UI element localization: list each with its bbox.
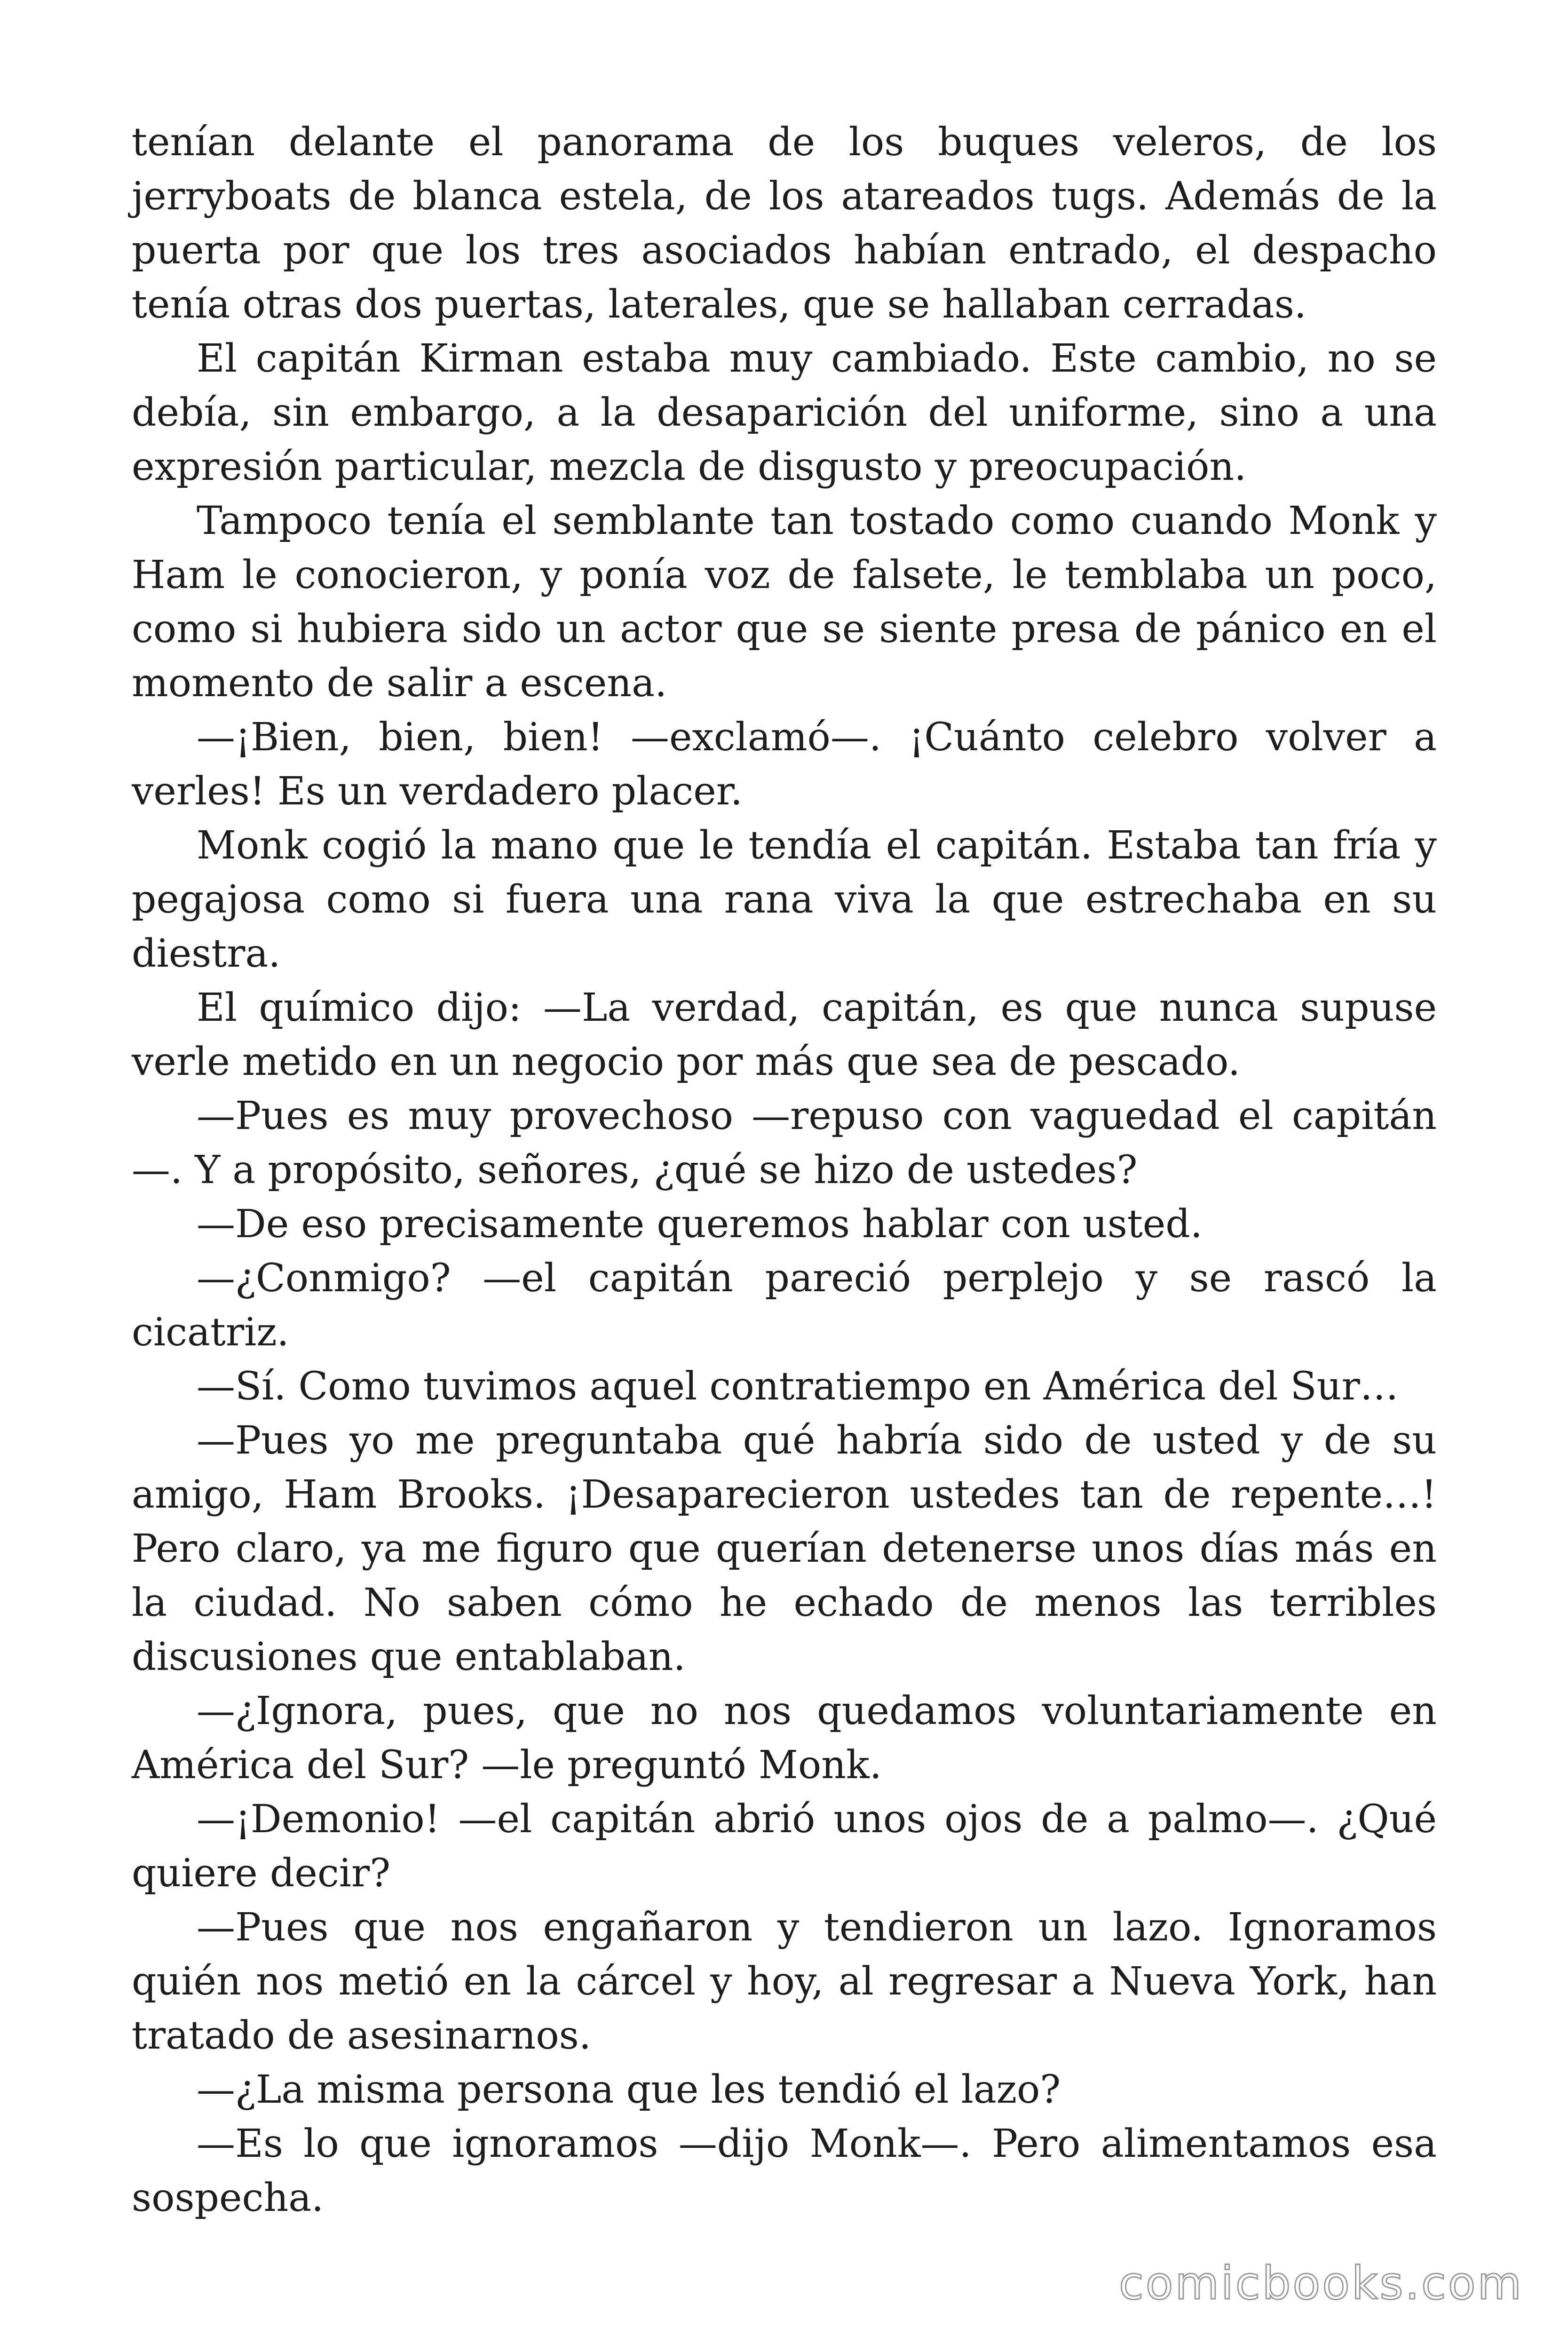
paragraph: El capitán Kirman estaba muy cambiado. Este cambio, no se debía, sin embargo, a la desaparición del uniforme, sino a una expresión particular, mezcla de disgusto y preocupación. — [132, 336, 1437, 489]
paragraph: El químico dijo: —La verdad, capitán, es que nunca supuse verle metido en un negocio por más que sea de pescado. — [132, 985, 1437, 1084]
paragraph: —¿Conmigo? —el capitán pareció perplejo y se rascó la cicatriz. — [132, 1256, 1437, 1355]
paragraph: —¿Ignora, pues, que no nos quedamos voluntariamente en América del Sur? —le preguntó Monk. — [132, 1689, 1437, 1788]
paragraph: —Sí. Como tuvimos aquel contratiempo en América del Sur… — [197, 1364, 1399, 1409]
watermark: comicbooks.com — [1118, 2257, 1523, 2310]
paragraph: —¡Bien, bien, bien! —exclamó—. ¡Cuánto celebro volver a verles! Es un verdadero placer. — [132, 715, 1437, 814]
paragraph: —Es lo que ignoramos —dijo Monk—. Pero alimentamos esa sospecha. — [132, 2122, 1437, 2220]
body-text — [132, 115, 1437, 2225]
paragraph: —De eso precisamente queremos hablar con usted. — [197, 1202, 1203, 1247]
paragraph: Tampoco tenía el semblante tan tostado como cuando Monk y Ham le conocieron, y ponía voz de falsete, le temblaba un poco, como si hubiera sido un actor que se siente presa de pánico en el momento de salir a escena. — [132, 499, 1437, 706]
paragraph: —Pues que nos engañaron y tendieron un lazo. Ignoramos quién nos metió en la cárcel y hoy, al regresar a Nueva York, han tratado de asesinarnos. — [132, 1905, 1437, 2058]
paragraph: Monk cogió la mano que le tendía el capitán. Estaba tan fría y pegajosa como si fuera una rana viva la que estrechaba en su diestra. — [132, 823, 1437, 976]
paragraph: —¿La misma persona que les tendió el lazo? — [197, 2067, 1061, 2112]
paragraph: —Pues yo me preguntaba qué habría sido de usted y de su amigo, Ham Brooks. ¡Desaparecieron ustedes tan de repente…! Pero claro, ya me figuro que querían detenerse unos días más en la ciudad. No saben cómo he echado de menos las terribles discusiones que entablaban. — [132, 1418, 1437, 1679]
paragraph: —¡Demonio! —el capitán abrió unos ojos de a palmo—. ¿Qué quiere decir? — [132, 1797, 1437, 1896]
paragraph: —Pues es muy provechoso —repuso con vaguedad el capitán—. Y a propósito, señores, ¿qué se hizo de ustedes? — [132, 1094, 1437, 1192]
paragraph: tenían delante el panorama de los buques veleros, de los jerryboats de blanca estela, de los atareados tugs. Además de la puerta por que los tres asociados habían entrado, el despacho tenía otras dos puertas, laterales, que se hallaban cerradas. — [132, 120, 1437, 327]
